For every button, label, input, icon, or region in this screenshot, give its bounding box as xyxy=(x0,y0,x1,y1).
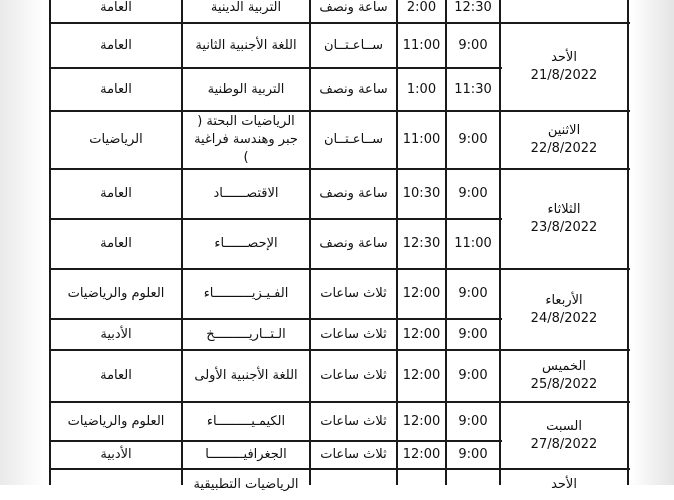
cell-from: 9:00 xyxy=(458,132,488,147)
cell-day-date xyxy=(500,269,628,350)
cell-to: 12:00 xyxy=(402,326,441,342)
cell-from: 9:00 xyxy=(458,326,488,342)
cell-subject: الفـيـزيــــــــــاء xyxy=(203,286,289,301)
cell-day-date xyxy=(500,111,628,169)
cell-to: 11:00 xyxy=(402,132,441,147)
cell-division: العامة xyxy=(100,0,132,15)
cell-duration: ساعة ونصف xyxy=(319,236,388,251)
cell-division: العامة xyxy=(100,236,132,251)
cell-from: 9:00 xyxy=(458,368,488,383)
cell-duration: ثلاث ساعات xyxy=(320,447,387,462)
cell-subject: الاقتصــــــاد xyxy=(213,186,279,201)
cell-to: 12:00 xyxy=(402,413,441,429)
exam-date: 22/8/2022 xyxy=(530,141,598,156)
exam-date: 25/8/2022 xyxy=(530,377,598,392)
cell-to: 12:30 xyxy=(402,236,441,251)
cell-division: العامة xyxy=(100,368,132,383)
cell-division: الأدبية xyxy=(100,326,132,342)
day-name: الأحد xyxy=(551,50,577,65)
cell-duration: ثلاث ساعات xyxy=(320,368,387,383)
cell-subject: اللغة الأجنبية الثانية xyxy=(195,37,297,53)
cell-subject: اللغة الأجنبية الأولى xyxy=(194,368,298,383)
cell-to: 1:00 xyxy=(406,81,437,97)
cell-from: 9:00 xyxy=(458,286,488,301)
day-name: الخميس xyxy=(542,359,586,374)
cell-duration: ثلاث ساعات xyxy=(320,326,387,342)
cell-duration: ســاعـتــان xyxy=(323,37,384,53)
exam-date: 21/8/2022 xyxy=(530,68,598,83)
cell-to: 12:00 xyxy=(402,447,441,462)
cell-subject: التربية الوطنية xyxy=(207,81,285,97)
cell-subject: الرياضيات التطبيقية xyxy=(193,476,299,492)
cell-to: 12:00 xyxy=(402,368,441,383)
day-name: الأربعاء xyxy=(545,292,583,308)
cell-duration: ثلاث ساعات xyxy=(320,286,387,301)
day-name: الاثنين xyxy=(547,123,581,138)
cell-duration: ساعة ونصف xyxy=(319,186,388,201)
page-edge-shadow-right xyxy=(630,0,674,485)
cell-division: العامة xyxy=(100,186,132,201)
cell-subject: الكيمـيـــــــــاء xyxy=(206,413,286,429)
day-name: الثلاثاء xyxy=(547,202,581,217)
cell-day-date xyxy=(500,169,628,269)
exam-date: 24/8/2022 xyxy=(530,310,598,326)
cell-from: 9:00 xyxy=(458,447,488,462)
day-name: الأحد xyxy=(551,476,577,492)
cell-from: 9:00 xyxy=(458,37,488,53)
cell-division: الأدبية xyxy=(100,447,132,462)
cell-from: 11:30 xyxy=(454,81,492,97)
cell-from: 11:00 xyxy=(454,236,492,251)
cell-day-date xyxy=(500,350,628,402)
cell-from: 9:00 xyxy=(458,413,488,429)
page-edge-shadow-left xyxy=(0,0,44,485)
cell-subject: الـتــاريـــــــــخ xyxy=(206,326,286,342)
cell-division: العامة xyxy=(100,37,132,53)
cell-day-date xyxy=(500,0,628,23)
cell-to: 12:00 xyxy=(402,286,441,301)
cell-day-date xyxy=(500,23,628,111)
cell-division: الرياضيات xyxy=(89,132,143,147)
cell-division: العلوم والرياضيات xyxy=(67,413,165,429)
cell-subject: الجغرافيـــــــــا xyxy=(205,447,287,462)
exam-date: 23/8/2022 xyxy=(530,220,598,235)
day-name: السبت xyxy=(546,418,582,434)
cell-duration: ثلاث ساعات xyxy=(320,413,387,429)
exam-date: 27/8/2022 xyxy=(530,436,598,452)
cell-division: العلوم والرياضيات xyxy=(67,286,165,301)
cell-division: العامة xyxy=(100,81,132,97)
cell-subject: التربية الدينية xyxy=(210,0,282,15)
cell-duration: ســاعـتــان xyxy=(323,132,384,147)
cell-subject: الرياضيات البحتة ( جبر وهندسة فراغية ) xyxy=(194,114,298,165)
cell-from: 9:00 xyxy=(458,186,488,201)
cell-to: 2:00 xyxy=(406,0,437,15)
cell-from: 12:30 xyxy=(454,0,492,15)
cell-subject: الإحصــــــاء xyxy=(214,236,278,251)
cell-duration: ساعة ونصف xyxy=(319,0,388,15)
cell-to: 11:00 xyxy=(402,37,441,53)
cell-duration: ساعة ونصف xyxy=(319,81,388,97)
cell-day-date xyxy=(500,402,628,469)
cell-to: 10:30 xyxy=(402,186,441,201)
